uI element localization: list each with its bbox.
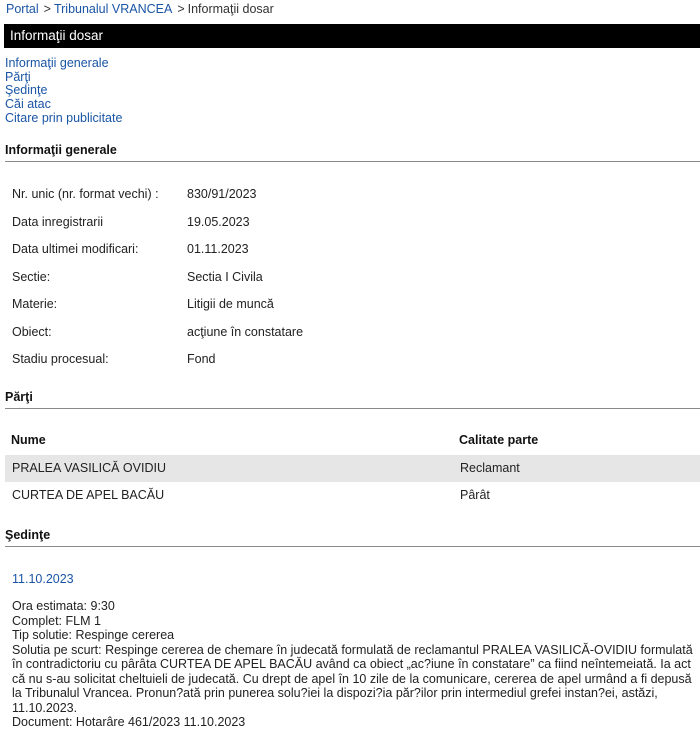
nav-link-general-info[interactable]: Informaţii generale	[5, 56, 109, 70]
info-value: Fond	[187, 352, 216, 366]
nav-link-hearings[interactable]: Şedinţe	[5, 83, 48, 98]
parties-col-role: Calitate parte	[459, 433, 539, 447]
info-label: Data inregistrarii	[12, 215, 104, 229]
hearing-details	[12, 599, 698, 730]
breadcrumb-portal-link[interactable]: Portal	[6, 2, 39, 16]
hearing-date: 11.10.2023	[12, 572, 74, 586]
info-label: Sectie:	[12, 270, 51, 284]
nav-link-public-summons[interactable]: Citare prin publicitate	[5, 110, 123, 125]
breadcrumb-court-link[interactable]: Tribunalul VRANCEA	[53, 2, 173, 16]
info-row-section	[12, 270, 263, 284]
info-row-registration-date	[12, 215, 250, 229]
hearings-heading: Şedinţe	[5, 528, 700, 547]
breadcrumb-separator: >	[177, 2, 185, 16]
party-row	[5, 482, 700, 509]
page-title-bar: Informaţii dosar	[4, 24, 700, 48]
info-row-matter	[12, 297, 274, 311]
info-label: Stadiu procesual:	[12, 352, 109, 366]
section-nav	[5, 57, 122, 126]
breadcrumb-separator: >	[43, 2, 51, 16]
hearing-document: Document: Hotarâre 461/2023 11.10.2023	[12, 715, 246, 729]
info-value: 19.05.2023	[187, 215, 250, 229]
party-row	[5, 455, 700, 482]
info-value: 830/91/2023	[187, 187, 257, 201]
info-row-case-number	[12, 187, 257, 201]
hearing-solution-summary: Solutia pe scurt: Respinge cererea de chemare în judecată formulată de reclamantul PRALEA VASILICĂ-OVIDIU formulată în contradictoriu cu pârâta CURTEA DE APEL BACĂU având ca obiect „ac?iune în constatare” ca fiind neîntemeiată. Ia act că nu s-au solicitat cheltuieli de judecată. Cu drept de apel în 10 zile de la comunicare, cererea de apel urmând a fi depusă la Tribunalul Vrancea. Pronun?ată prin punerea solu?iei la dispozi?ia păr?ilor prin intermediul grefei instan?ei, astăzi, 11.10.2023.	[12, 642, 693, 715]
info-row-procedural-stage	[12, 352, 216, 366]
info-label: Materie:	[12, 297, 58, 311]
breadcrumb	[6, 2, 274, 16]
info-value: acţiune în constatare	[187, 325, 304, 339]
info-value: 01.11.2023	[187, 242, 249, 256]
breadcrumb-current: Informaţii dosar	[187, 2, 274, 16]
hearing-solution-type: Tip solutie: Respinge cererea	[12, 628, 175, 642]
party-name: CURTEA DE APEL BACĂU	[12, 488, 165, 502]
info-label: Obiect:	[12, 325, 52, 339]
info-label: Data ultimei modificari:	[12, 242, 139, 256]
party-role: Reclamant	[460, 461, 520, 475]
info-row-last-modified	[12, 242, 249, 256]
info-label: Nr. unic (nr. format vechi) :	[12, 187, 159, 201]
party-role: Pârât	[460, 488, 490, 502]
info-row-object	[12, 325, 304, 339]
hearing-panel: Complet: FLM 1	[12, 613, 101, 628]
info-value: Litigii de muncă	[187, 297, 274, 311]
info-value: Sectia I Civila	[187, 270, 263, 284]
general-info-heading: Informaţii generale	[5, 143, 700, 162]
nav-link-appeals[interactable]: Căi atac	[5, 97, 51, 112]
parties-col-name: Nume	[11, 433, 46, 447]
parties-heading: Părţi	[5, 390, 700, 409]
nav-link-parties[interactable]: Părţi	[5, 69, 31, 84]
party-name: PRALEA VASILICĂ OVIDIU	[12, 461, 166, 475]
hearing-estimated-time: Ora estimata: 9:30	[12, 599, 115, 613]
